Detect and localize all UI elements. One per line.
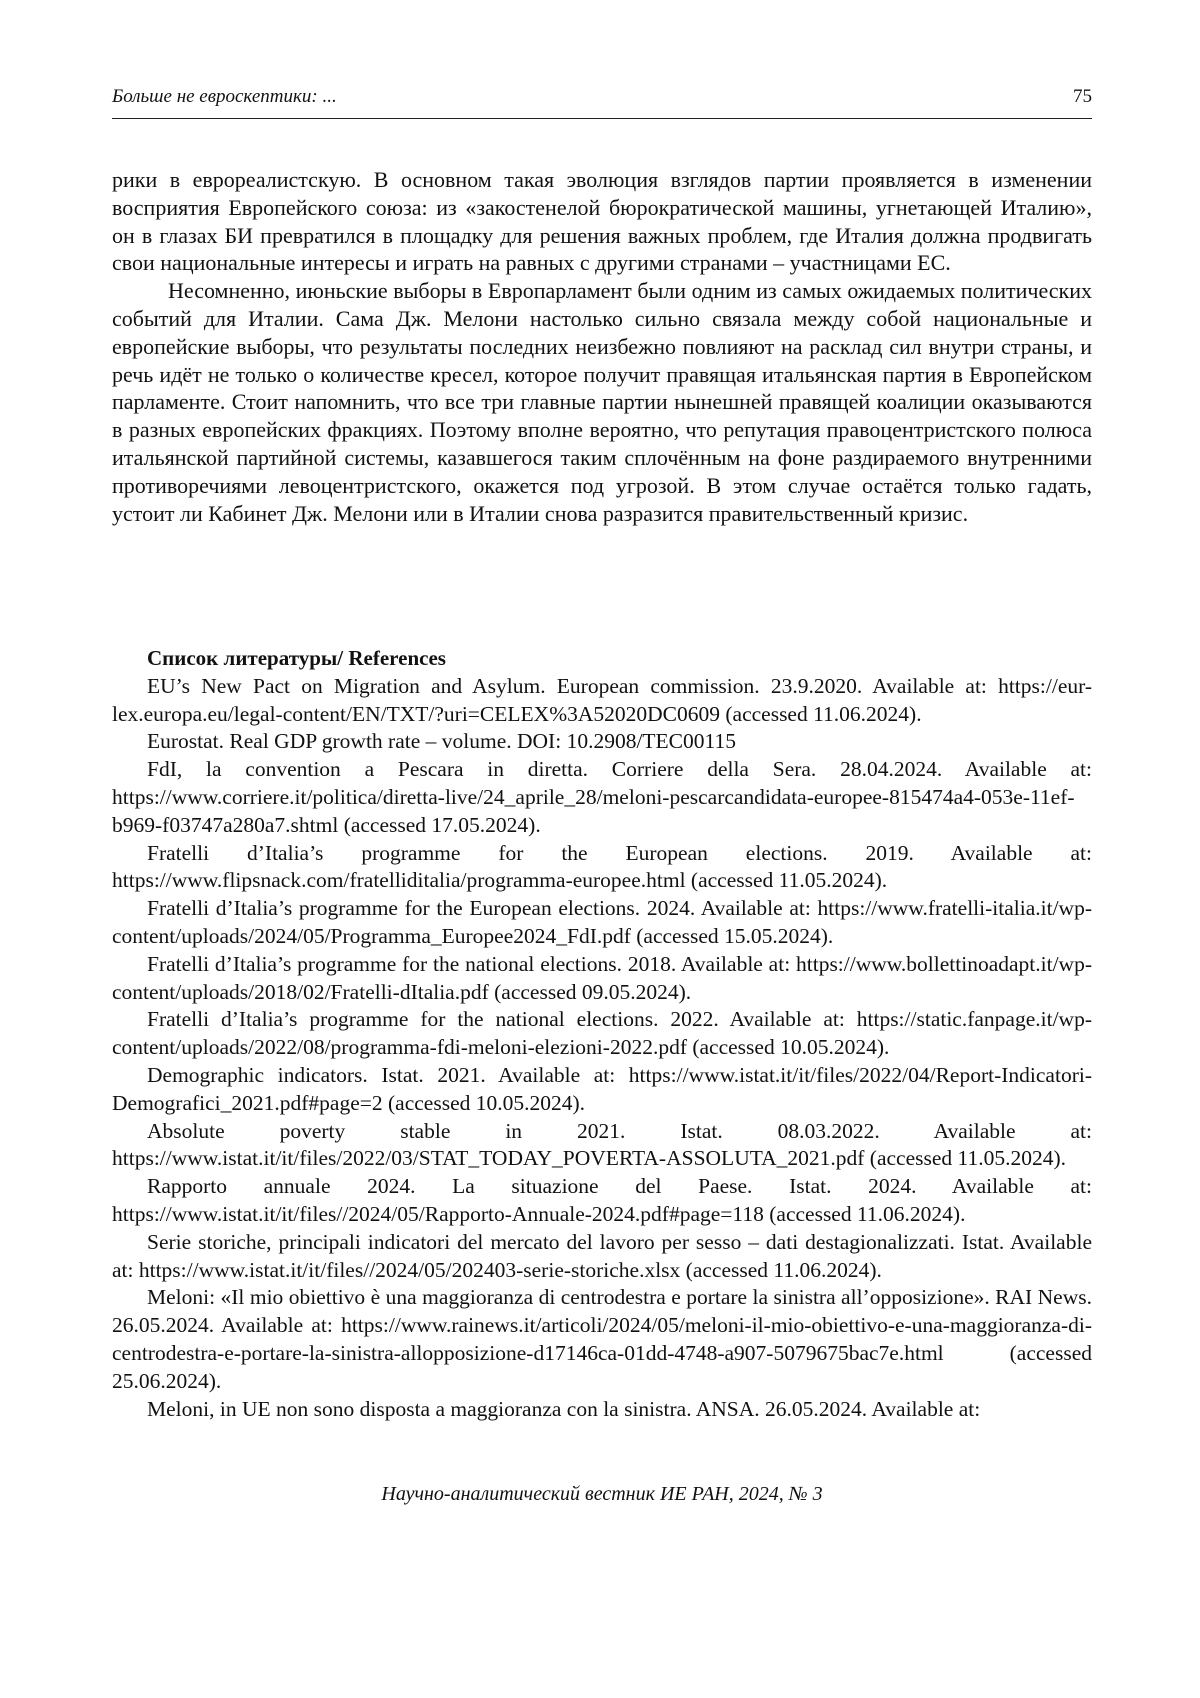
references-heading: Список литературы/ References [147, 646, 446, 670]
reference-item: Meloni, in UE non sono disposta a maggioranza con la sinistra. ANSA. 26.05.2024. Available at: [147, 1396, 981, 1421]
reference-item: EU’s New Pact on Migration and Asylum. European commission. 23.9.2020. Available at: https://eur-lex.europa.eu/legal-content/EN/TXT/?uri=CELEX%3A52020DC0609 (accessed 11.06.2024). [112, 673, 1092, 726]
body-paragraph-conclusion: Несомненно, июньские выборы в Европарламент были одним из самых ожидаемых политических событий для Италии. Сама Дж. Мелони настолько сильно связала между собой национальные и европейские выборы, что результаты последних неизбежно повлияют на расклад сил внутри страны, и речь идёт не только о количестве кресел, которое получит правящая итальянская партия в Европейском парламенте. Стоит напомнить, что все три главные партии нынешней правящей коалиции оказываются в разных европейских фракциях. Поэтому вполне вероятно, что репутация правоцентристского полюса итальянской партийной системы, казавшегося таким сплочённым на фоне раздираемого внутренними противоречиями левоцентристского, окажется под угрозой. В этом случае остаётся только гадать, устоит ли Кабинет Дж. Мелони или в Италии снова разразится правительственный кризис. [112, 278, 1092, 526]
body-paragraph-continued: рики в еврореалистскую. В основном такая эволюция взглядов партии проявляется в изменении восприятия Европейского союза: из «закостенелой бюрократической машины, угнетающей Италию», он в глазах БИ превратился в площадку для решения важных проблем, где Италия должна продвигать свои национальные интересы и играть на равных с другими странами – участницами ЕС. [112, 167, 1092, 276]
running-footer: Научно-аналитический вестник ИЕ РАН, 2024, № 3 [381, 1483, 823, 1505]
reference-item: Fratelli d’Italia’s programme for the national elections. 2022. Available at: https://static.fanpage.it/wp-content/uploads/2022/08/programma-fdi-meloni-elezioni-2022.pdf (accessed 10.05.2024). [112, 1007, 1092, 1060]
reference-item: Serie storiche, principali indicatori del mercato del lavoro per sesso – dati destagionalizzati. Istat. Available at: https://www.istat.it/it/files//2024/05/202403-serie-storiche.xlsx (accessed 11.06.2024). [112, 1229, 1092, 1282]
page [112, 0, 1092, 1698]
page-number: 75 [1073, 86, 1092, 107]
reference-item: FdI, la convention a Pescara in diretta. Corriere della Sera. 28.04.2024. Available at: https://www.corriere.it/politica/diretta-live/24_aprile_28/meloni-pescarcandidata-europee-815474a4-053e-11ef-b969-f03747a280a7.shtml (accessed 17.05.2024). [112, 757, 1092, 837]
running-title: Больше не евроскептики: ... [112, 86, 337, 107]
reference-item: Eurostat. Real GDP growth rate – volume. DOI: 10.2908/TEC00115 [147, 729, 736, 754]
reference-item: Fratelli d’Italia’s programme for the European elections. 2019. Available at: https://www.flipsnack.com/fratelliditalia/programma-europee.html (accessed 11.05.2024). [112, 840, 1092, 893]
reference-item: Absolute poverty stable in 2021. Istat. 08.03.2022. Available at: https://www.istat.it/it/files/2022/03/STAT_TODAY_POVERTA-ASSOLUTA_2021.pdf (accessed 11.05.2024). [112, 1118, 1092, 1171]
body-text [112, 166, 1092, 527]
references-section [112, 645, 1092, 1423]
reference-item: Rapporto annuale 2024. La situazione del Paese. Istat. 2024. Available at: https://www.istat.it/it/files//2024/05/Rapporto-Annuale-2024.pdf#page=118 (accessed 11.06.2024). [112, 1174, 1092, 1226]
reference-item: Demographic indicators. Istat. 2021. Available at: https://www.istat.it/it/files/2022/04/Report-Indicatori-Demografici_2021.pdf#page=2 (accessed 10.05.2024). [112, 1062, 1092, 1115]
reference-item: Fratelli d’Italia’s programme for the European elections. 2024. Available at: https://www.fratelli-italia.it/wp-content/uploads/2024/05/Programma_Europee2024_FdI.pdf (accessed 15.05.2024). [112, 896, 1092, 948]
reference-item: Meloni: «Il mio obiettivo è una maggioranza di centrodestra e portare la sinistra all’opposizione». RAI News. 26.05.2024. Available at: https://www.rainews.it/articoli/2024/05/meloni-il-mio-obiettivo-e-una-maggioranza-di-centrodestra-e-portare-la-sinistra-allopposizione-d17146ca-01dd-4748-a907-5079675bac7e.html (accessed 25.06.2024). [112, 1285, 1092, 1393]
running-header [112, 86, 1092, 119]
reference-item: Fratelli d’Italia’s programme for the national elections. 2018. Available at: https://www.bollettinoadapt.it/wp-content/uploads/2018/02/Fratelli-dItalia.pdf (accessed 09.05.2024). [112, 951, 1092, 1004]
